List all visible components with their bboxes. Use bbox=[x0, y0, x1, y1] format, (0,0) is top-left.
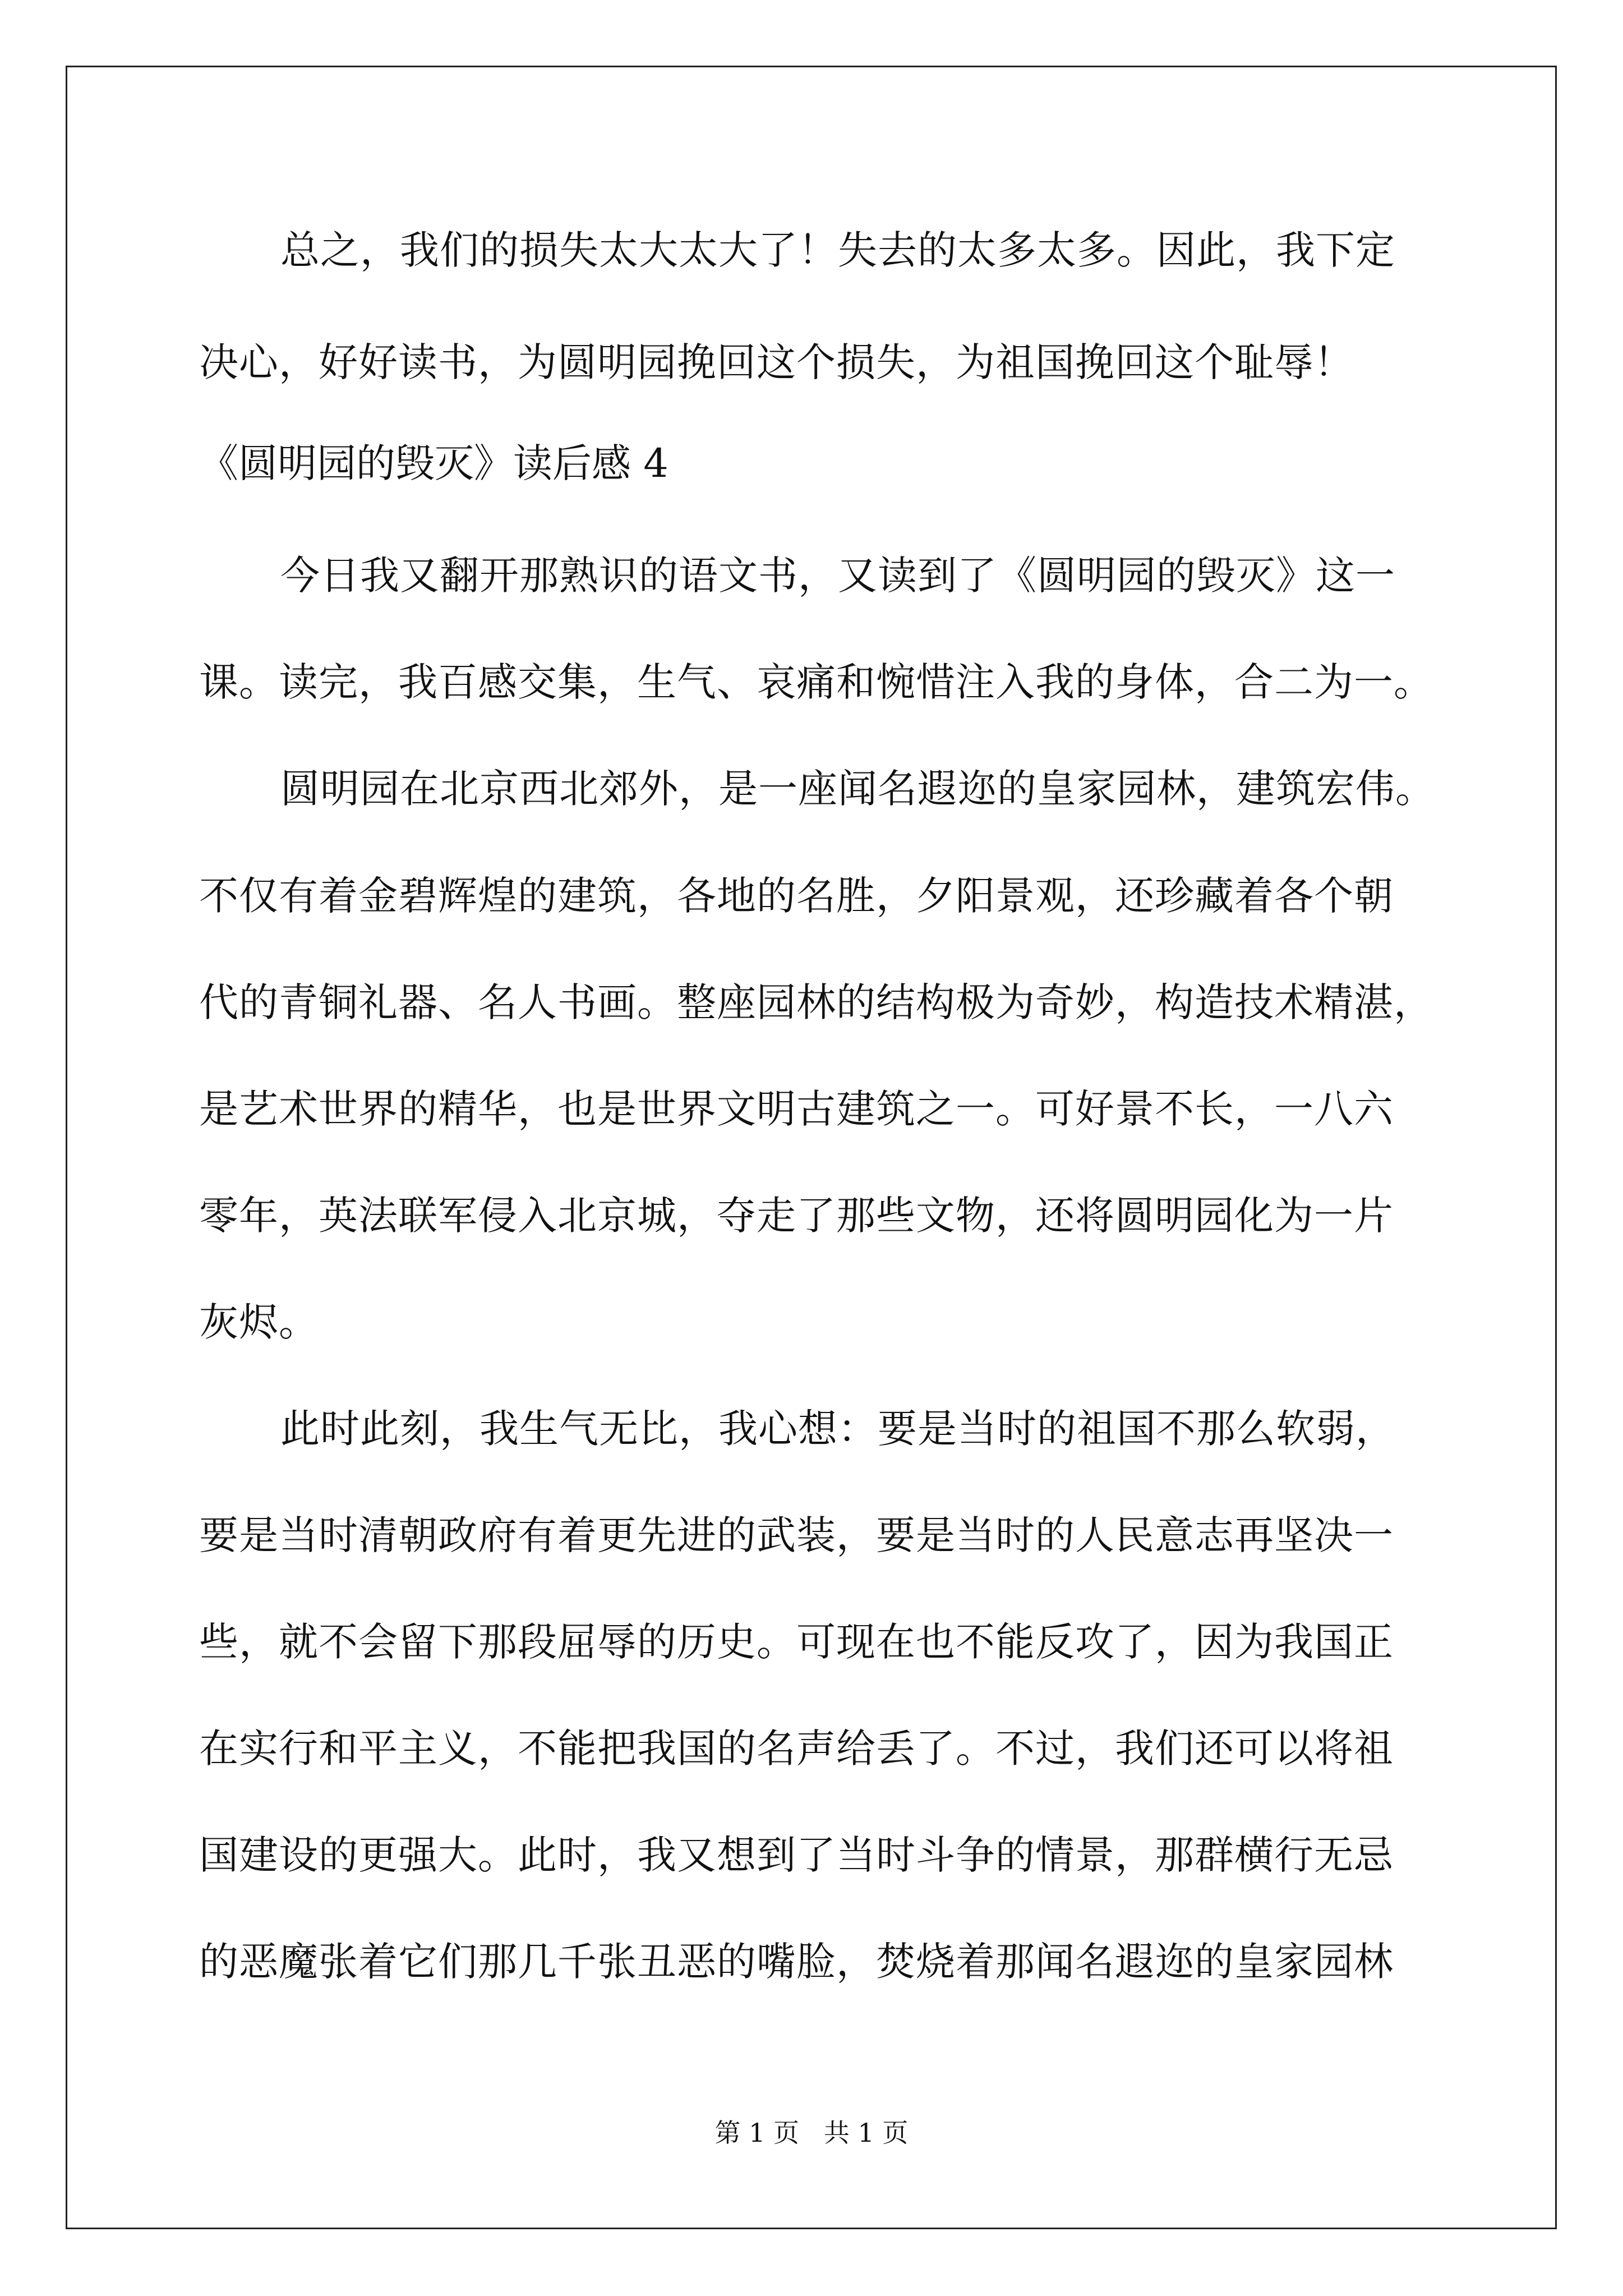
paragraph-line: 代的青铜礼器、名人书画。整座园林的结构极为奇妙，构造技术精湛， bbox=[199, 979, 1433, 1025]
paragraph-line: 此时此刻，我生气无比，我心想：要是当时的祖国不那么软弱， bbox=[280, 1406, 1395, 1452]
paragraph-line: 总之，我们的损失太大太大了！失去的太多太多。因此，我下定 bbox=[280, 227, 1395, 273]
paragraph-line: 圆明园在北京西北郊外，是一座闻名遐迩的皇家园林，建筑宏伟。 bbox=[280, 766, 1435, 812]
paragraph-line: 是艺术世界的精华，也是世界文明古建筑之一。可好景不长，一八六 bbox=[199, 1086, 1394, 1132]
paragraph-line: 国建设的更强大。此时，我又想到了当时斗争的情景，那群横行无忌 bbox=[199, 1832, 1394, 1878]
paragraph-line: 课。读完，我百感交集，生气、哀痛和惋惜注入我的身体，合二为一。 bbox=[199, 659, 1433, 705]
paragraph-line: 的恶魔张着它们那几千张丑恶的嘴脸，焚烧着那闻名遐迩的皇家园林 bbox=[199, 1939, 1394, 1985]
paragraph-line: 不仅有着金碧辉煌的建筑，各地的名胜，夕阳景观，还珍藏着各个朝 bbox=[199, 873, 1394, 919]
paragraph-line: 零年，英法联军侵入北京城，夺走了那些文物，还将圆明园化为一片 bbox=[199, 1193, 1394, 1239]
paragraph-line: 灰烬。 bbox=[199, 1299, 319, 1345]
page-border bbox=[66, 66, 1557, 2229]
paragraph-line: 要是当时清朝政府有着更先进的武装，要是当时的人民意志再坚决一 bbox=[199, 1512, 1394, 1558]
paragraph-line: 决心，好好读书，为圆明园挽回这个损失，为祖国挽回这个耻辱！ bbox=[199, 339, 1354, 385]
page-footer: 第 1 页 共 1 页 bbox=[714, 2118, 909, 2148]
paragraph-line: 在实行和平主义，不能把我国的名声给丢了。不过，我们还可以将祖 bbox=[199, 1726, 1394, 1772]
paragraph-line: 些，就不会留下那段屈辱的历史。可现在也不能反攻了，因为我国正 bbox=[199, 1619, 1394, 1665]
paragraph-line: 今日我又翻开那熟识的语文书，又读到了《圆明园的毁灭》这一 bbox=[280, 553, 1395, 599]
section-heading: 《圆明园的毁灭》读后感 4 bbox=[199, 440, 668, 486]
